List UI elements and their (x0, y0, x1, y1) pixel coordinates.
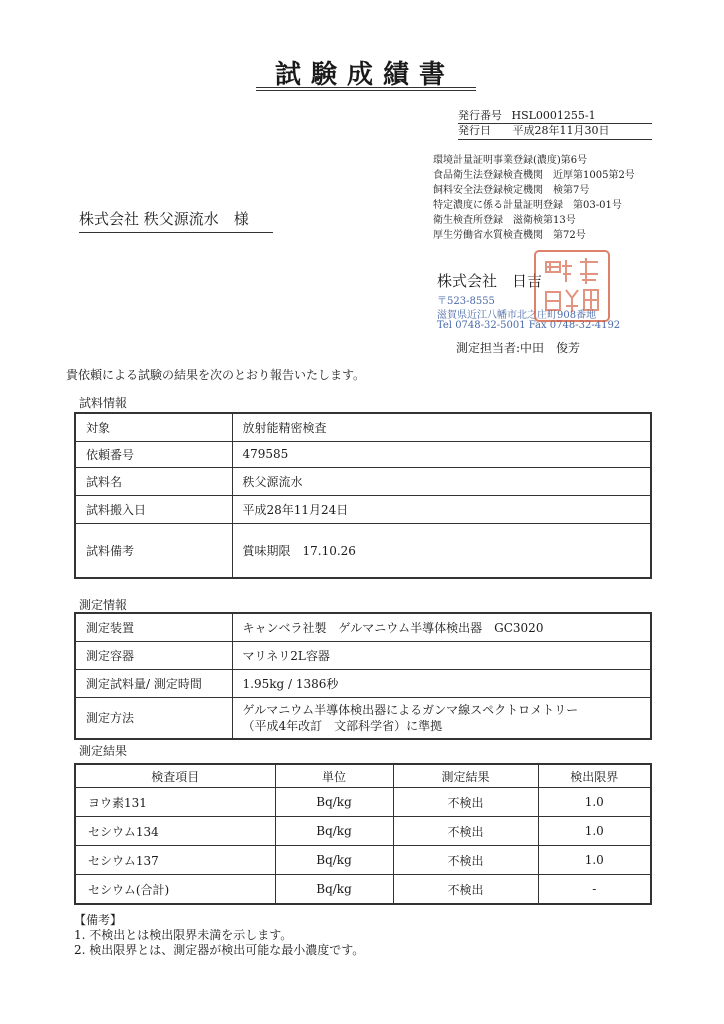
results-limit: 1.0 (538, 817, 651, 846)
title-underline (256, 87, 476, 88)
method-line-1: ゲルマニウム半導体検出器によるガンマ線スペクトロメトリー (242, 702, 579, 717)
results-value: 不検出 (393, 788, 538, 817)
issue-number-value: HSL0001255-1 (511, 109, 596, 122)
notes (74, 913, 364, 958)
measure-info-value: マリネリ2L容器 (232, 641, 651, 669)
document-title: 試験成績書 (274, 60, 455, 90)
sample-info-table (74, 412, 652, 579)
measure-info-row (75, 697, 651, 739)
results-limit: 1.0 (538, 788, 651, 817)
registration-line: 衛生検査所登録 滋衛検第13号 (433, 215, 576, 226)
registrations (433, 153, 635, 243)
registration-line: 環境計量証明事業登録(濃度)第6号 (433, 155, 588, 166)
sample-info-label: 試料搬入日 (75, 495, 232, 523)
results-value: 不検出 (393, 817, 538, 846)
issue-number-row (458, 108, 652, 123)
sample-info-label: 依頼番号 (75, 441, 232, 467)
client-underline (79, 232, 273, 233)
measure-info-row (75, 641, 651, 669)
sample-info-heading: 試料情報 (79, 396, 128, 410)
registration-line: 飼料安全法登録検定機関 検第7号 (433, 185, 590, 196)
measure-info-row (75, 613, 651, 641)
notes-heading: 【備考】 (74, 913, 123, 927)
measure-info-label: 測定方法 (75, 697, 232, 739)
results-header-item: 検査項目 (75, 764, 275, 788)
results-header-result: 測定結果 (393, 764, 538, 788)
results-header-limit: 検出限界 (538, 764, 651, 788)
title-underline-2 (256, 90, 476, 91)
results-row (75, 875, 651, 905)
method-line-2: （平成4年改訂 文部科学省）に準拠 (242, 718, 443, 733)
registration-line: 特定濃度に係る計量証明登録 第03-01号 (433, 200, 622, 211)
intro-text: 貴依頼による試験の結果を次のとおり報告いたします。 (66, 368, 366, 382)
inspector: 測定担当者:中田 俊芳 (456, 341, 581, 355)
lab-postal: 〒523-8555 (437, 296, 495, 307)
sample-info-row (75, 523, 651, 578)
lab-address: 滋賀県近江八幡市北之庄町908番地 (437, 310, 597, 321)
results-item: セシウム134 (75, 817, 275, 846)
seal-mark (536, 252, 608, 320)
client-name: 株式会社 秩父源流水 様 (79, 210, 249, 228)
issue-date-row (458, 123, 652, 138)
registration-line: 食品衛生法登録検査機関 近厚第1005第2号 (433, 170, 635, 181)
sample-info-label: 対象 (75, 413, 232, 441)
measure-info-heading: 測定情報 (79, 598, 128, 612)
results-unit: Bq/kg (275, 875, 393, 905)
sample-info-label: 試料備考 (75, 523, 232, 578)
results-item: セシウム(合計) (75, 875, 275, 905)
sample-info-value: 平成28年11月24日 (232, 495, 651, 523)
sample-info-value: 賞味期限 17.10.26 (232, 523, 651, 578)
results-table (74, 763, 652, 905)
results-row (75, 788, 651, 817)
sample-info-row (75, 413, 651, 441)
lab-company: 株式会社 日吉 (437, 272, 543, 290)
results-item: ヨウ素131 (75, 788, 275, 817)
results-unit: Bq/kg (275, 817, 393, 846)
company-seal (534, 250, 610, 322)
results-limit: 1.0 (538, 846, 651, 875)
results-unit: Bq/kg (275, 846, 393, 875)
sample-info-label: 試料名 (75, 467, 232, 495)
results-row (75, 817, 651, 846)
measure-info-value: キャンベラ社製 ゲルマニウム半導体検出器 GC3020 (232, 613, 651, 641)
results-unit: Bq/kg (275, 788, 393, 817)
results-limit: - (538, 875, 651, 905)
issue-date-value: 平成28年11月30日 (512, 124, 610, 137)
registration-line: 厚生労働省水質検査機関 第72号 (433, 230, 586, 241)
sample-info-value: 479585 (232, 441, 651, 467)
measure-info-value (232, 697, 651, 739)
measure-info-label: 測定容器 (75, 641, 232, 669)
sample-info-value: 秩父源流水 (232, 467, 651, 495)
measure-info-label: 測定装置 (75, 613, 232, 641)
issue-number-label: 発行番号 (458, 109, 502, 122)
results-header-row (75, 764, 651, 788)
notes-line: 1. 不検出とは検出限界未満を示します。 (74, 928, 293, 942)
results-item: セシウム137 (75, 846, 275, 875)
sample-info-row (75, 441, 651, 467)
measure-info-row (75, 669, 651, 697)
results-value: 不検出 (393, 875, 538, 905)
issue-date-rule (458, 139, 652, 140)
lab-phone: Tel 0748-32-5001 Fax 0748-32-4192 (437, 320, 621, 331)
results-row (75, 846, 651, 875)
issue-date-label: 発行日 (458, 124, 491, 137)
sample-info-value: 放射能精密検査 (232, 413, 651, 441)
results-value: 不検出 (393, 846, 538, 875)
measure-info-table (74, 612, 652, 740)
measure-info-label: 測定試料量/ 測定時間 (75, 669, 232, 697)
results-heading: 測定結果 (79, 744, 128, 758)
results-header-unit: 単位 (275, 764, 393, 788)
sample-info-row (75, 467, 651, 495)
measure-info-value: 1.95kg / 1386秒 (232, 669, 651, 697)
sample-info-row (75, 495, 651, 523)
notes-line: 2. 検出限界とは、測定器が検出可能な最小濃度です。 (74, 943, 365, 957)
